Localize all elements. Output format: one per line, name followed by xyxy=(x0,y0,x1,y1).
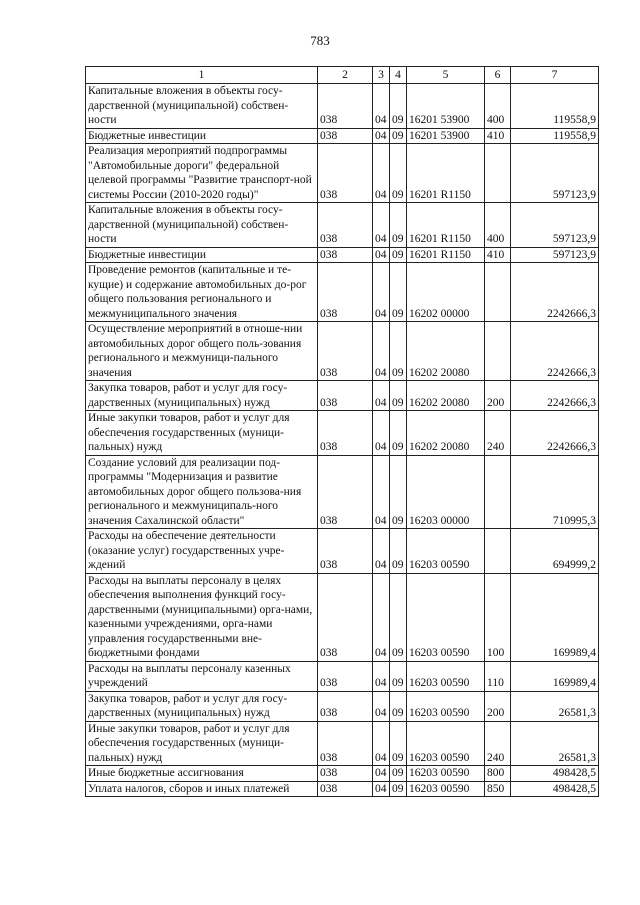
header-row xyxy=(86,67,599,84)
row-col5: 16202 20080 xyxy=(407,381,485,411)
col-header-1: 1 xyxy=(86,67,318,84)
row-col6: 850 xyxy=(485,781,511,797)
row-col2: 038 xyxy=(318,263,373,322)
table-row xyxy=(86,781,599,797)
row-col5: 16201 53900 xyxy=(407,84,485,129)
row-col5: 16201 R1150 xyxy=(407,203,485,248)
table-row xyxy=(86,691,599,721)
row-col5: 16201 R1150 xyxy=(407,144,485,203)
page-number: 783 xyxy=(310,33,330,48)
col-header-4: 4 xyxy=(390,67,407,84)
row-col4: 09 xyxy=(390,84,407,129)
table-row xyxy=(86,84,599,129)
row-col6 xyxy=(485,144,511,203)
row-col5: 16203 00590 xyxy=(407,721,485,766)
row-col4: 09 xyxy=(390,721,407,766)
row-col7: 597123,9 xyxy=(511,144,599,203)
row-col5: 16202 20080 xyxy=(407,411,485,456)
table-row xyxy=(86,661,599,691)
row-col7: 2242666,3 xyxy=(511,263,599,322)
row-col4: 09 xyxy=(390,573,407,661)
row-col5: 16202 00000 xyxy=(407,263,485,322)
row-col2: 038 xyxy=(318,411,373,456)
row-col3: 04 xyxy=(373,322,390,381)
row-col7: 498428,5 xyxy=(511,766,599,782)
table-row xyxy=(86,721,599,766)
row-col6: 400 xyxy=(485,203,511,248)
row-col7: 2242666,3 xyxy=(511,411,599,456)
row-col6: 410 xyxy=(485,247,511,263)
row-col5: 16202 20080 xyxy=(407,322,485,381)
row-col7: 119558,9 xyxy=(511,84,599,129)
row-col5: 16201 R1150 xyxy=(407,247,485,263)
row-col4: 09 xyxy=(390,781,407,797)
row-col4: 09 xyxy=(390,247,407,263)
row-col4: 09 xyxy=(390,381,407,411)
row-name: Иные закупки товаров, работ и услуг для обеспечения государственных (муници-пальных) нужд xyxy=(86,411,318,456)
row-col3: 04 xyxy=(373,529,390,574)
row-col2: 038 xyxy=(318,691,373,721)
table-row xyxy=(86,381,599,411)
row-col7: 169989,4 xyxy=(511,573,599,661)
row-col4: 09 xyxy=(390,203,407,248)
row-col5: 16203 00590 xyxy=(407,529,485,574)
row-col5: 16203 00590 xyxy=(407,781,485,797)
col-header-6: 6 xyxy=(485,67,511,84)
row-name: Иные бюджетные ассигнования xyxy=(86,766,318,782)
row-col7: 710995,3 xyxy=(511,455,599,529)
row-col4: 09 xyxy=(390,455,407,529)
row-name: Создание условий для реализации под-программы "Модернизация и развитие автомобильных дорог общего пользова-ния регионального и межмуниципаль-ного значения Сахалинской области" xyxy=(86,455,318,529)
row-col5: 16203 00590 xyxy=(407,691,485,721)
row-col2: 038 xyxy=(318,455,373,529)
row-col3: 04 xyxy=(373,661,390,691)
table-row xyxy=(86,263,599,322)
col-header-5: 5 xyxy=(407,67,485,84)
col-header-3: 3 xyxy=(373,67,390,84)
row-col7: 169989,4 xyxy=(511,661,599,691)
budget-table xyxy=(85,66,599,797)
table-row xyxy=(86,203,599,248)
row-col4: 09 xyxy=(390,263,407,322)
row-name: Закупка товаров, работ и услуг для госу-дарственных (муниципальных) нужд xyxy=(86,381,318,411)
row-col6: 410 xyxy=(485,128,511,144)
row-col7: 2242666,3 xyxy=(511,381,599,411)
row-col3: 04 xyxy=(373,721,390,766)
row-col2: 038 xyxy=(318,529,373,574)
row-col4: 09 xyxy=(390,411,407,456)
row-col6: 240 xyxy=(485,721,511,766)
row-name: Бюджетные инвестиции xyxy=(86,247,318,263)
row-col2: 038 xyxy=(318,247,373,263)
row-col2: 038 xyxy=(318,573,373,661)
row-col6: 800 xyxy=(485,766,511,782)
row-col6 xyxy=(485,322,511,381)
row-col2: 038 xyxy=(318,781,373,797)
row-name: Расходы на обеспечение деятельности (оказание услуг) государственных учре-ждений xyxy=(86,529,318,574)
row-col2: 038 xyxy=(318,322,373,381)
row-col7: 2242666,3 xyxy=(511,322,599,381)
row-col3: 04 xyxy=(373,455,390,529)
row-col6: 100 xyxy=(485,573,511,661)
row-col6 xyxy=(485,263,511,322)
row-col6: 200 xyxy=(485,381,511,411)
table-row xyxy=(86,128,599,144)
row-col4: 09 xyxy=(390,661,407,691)
table-row xyxy=(86,322,599,381)
row-col4: 09 xyxy=(390,691,407,721)
row-col3: 04 xyxy=(373,411,390,456)
row-col7: 597123,9 xyxy=(511,203,599,248)
row-col4: 09 xyxy=(390,529,407,574)
row-name: Уплата налогов, сборов и иных платежей xyxy=(86,781,318,797)
row-col5: 16201 53900 xyxy=(407,128,485,144)
row-col6 xyxy=(485,529,511,574)
row-col2: 038 xyxy=(318,381,373,411)
row-col7: 26581,3 xyxy=(511,721,599,766)
row-name: Осуществление мероприятий в отноше-нии автомобильных дорог общего поль-зования регионального и межмуници-пального значения xyxy=(86,322,318,381)
row-name: Капитальные вложения в объекты госу-дарственной (муниципальной) собствен-ности xyxy=(86,203,318,248)
table-row xyxy=(86,529,599,574)
row-col3: 04 xyxy=(373,144,390,203)
row-col5: 16203 00590 xyxy=(407,573,485,661)
table-row xyxy=(86,573,599,661)
row-col3: 04 xyxy=(373,247,390,263)
row-name: Капитальные вложения в объекты госу-дарственной (муниципальной) собствен-ности xyxy=(86,84,318,129)
row-col3: 04 xyxy=(373,781,390,797)
col-header-7: 7 xyxy=(511,67,599,84)
row-col4: 09 xyxy=(390,766,407,782)
row-col2: 038 xyxy=(318,203,373,248)
row-col4: 09 xyxy=(390,144,407,203)
row-col5: 16203 00000 xyxy=(407,455,485,529)
row-col4: 09 xyxy=(390,322,407,381)
row-col7: 498428,5 xyxy=(511,781,599,797)
row-col2: 038 xyxy=(318,144,373,203)
table-row xyxy=(86,247,599,263)
row-name: Реализация мероприятий подпрограммы "Автомобильные дороги" федеральной целевой программы "Развитие транспорт-ной системы России (2010-2020 годы)" xyxy=(86,144,318,203)
row-col2: 038 xyxy=(318,84,373,129)
row-name: Расходы на выплаты персоналу казенных учреждений xyxy=(86,661,318,691)
row-name: Проведение ремонтов (капитальные и те-кущие) и содержание автомобильных до-рог общего пользования регионального и межмуниципального значения xyxy=(86,263,318,322)
row-col3: 04 xyxy=(373,203,390,248)
table-row xyxy=(86,455,599,529)
row-col7: 694999,2 xyxy=(511,529,599,574)
table-row xyxy=(86,144,599,203)
row-col6: 400 xyxy=(485,84,511,129)
col-header-2: 2 xyxy=(318,67,373,84)
row-col2: 038 xyxy=(318,661,373,691)
row-col7: 119558,9 xyxy=(511,128,599,144)
row-col3: 04 xyxy=(373,381,390,411)
row-name: Иные закупки товаров, работ и услуг для обеспечения государственных (муници-пальных) нужд xyxy=(86,721,318,766)
row-col3: 04 xyxy=(373,691,390,721)
table-row xyxy=(86,411,599,456)
row-col3: 04 xyxy=(373,573,390,661)
row-col7: 26581,3 xyxy=(511,691,599,721)
row-col4: 09 xyxy=(390,128,407,144)
row-col3: 04 xyxy=(373,766,390,782)
row-col2: 038 xyxy=(318,128,373,144)
row-col5: 16203 00590 xyxy=(407,766,485,782)
row-col6: 110 xyxy=(485,661,511,691)
row-name: Закупка товаров, работ и услуг для госу-дарственных (муниципальных) нужд xyxy=(86,691,318,721)
row-col6: 200 xyxy=(485,691,511,721)
row-col6: 240 xyxy=(485,411,511,456)
table-row xyxy=(86,766,599,782)
row-col2: 038 xyxy=(318,721,373,766)
row-col5: 16203 00590 xyxy=(407,661,485,691)
row-col6 xyxy=(485,455,511,529)
row-col3: 04 xyxy=(373,263,390,322)
row-col7: 597123,9 xyxy=(511,247,599,263)
row-name: Бюджетные инвестиции xyxy=(86,128,318,144)
row-col3: 04 xyxy=(373,128,390,144)
row-col2: 038 xyxy=(318,766,373,782)
row-name: Расходы на выплаты персоналу в целях обеспечения выполнения функций госу-дарственными (муниципальными) орга-нами, казенными учреждениями, орга-нами управления государственными вне-бюджетными фондами xyxy=(86,573,318,661)
row-col3: 04 xyxy=(373,84,390,129)
